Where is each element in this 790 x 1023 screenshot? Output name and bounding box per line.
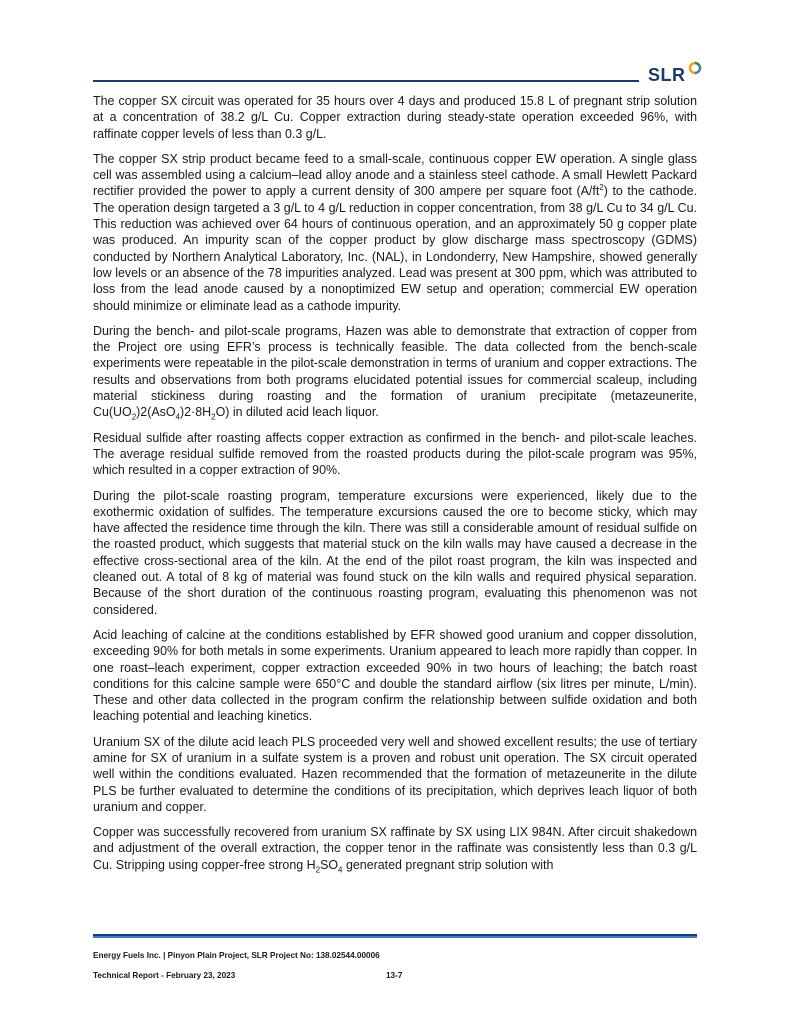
report-body	[93, 93, 697, 882]
paragraph-bench-pilot: During the bench- and pilot-scale programs, Hazen was able to demonstrate that extraction of copper from the Project ore using EFR’s process is technically feasible. The data collected from the bench-scale experiments were repeatable in the pilot-scale demonstration in terms of uranium and copper extractions. The results and observations from both programs elucidated potential issues for commercial scaleup, including material stickiness during roasting and the formation of uranium precipitate (metazeunerite, $Cu(UO_2)2(AsO_4)2\cdot 8H_2O$) in diluted acid leach liquor.	[93, 323, 697, 422]
paragraph-copper-ew: The copper SX strip product became feed to a small-scale, continuous copper EW operation. A single glass cell was assembled using a calcium–lead alloy anode and a stainless steel cathode. A small Hewlett Packard rectifier provided the power to apply a current density of 300 ampere per square foot $(A/ft^2)$ to the cathode. The operation design targeted a 3 g/L to 4 g/L reduction in copper concentration, from 38 g/L Cu to 34 g/L Cu. This reduction was achieved over 64 hours of continuous operation, and an approximately 50 g copper plate was produced. An impurity scan of the copper product by glow discharge mass spectroscopy (GDMS) conducted by Northern Analytical Laboratory, Inc. (NAL), in Londonderry, New Hampshire, showed generally low levels or an absence of the 78 impurities analyzed. Lead was present at 300 ppm, which was attributed to loss from the lead anode caused by a nonoptimized EW setup and operation; commercial EW operation should minimize or eliminate lead as a cathode impurity.	[93, 151, 697, 313]
page-number: 13-7	[386, 971, 403, 980]
paragraph-acid-leaching: Acid leaching of calcine at the conditions established by EFR showed good uranium and copper dissolution, exceeding 90% for both metals in some experiments. Uranium appeared to leach more rapidly than copper. In one roast–leach experiment, copper extraction exceeded 90% in two hours of leaching; the batch roast conditions for this calcine sample were 650°C and double the standard airflow (six litres per minute, L/min). These and other data collected in the program confirm the relationship between sulfide oxidation and both leaching potential and leaching kinetics.	[93, 627, 697, 724]
paragraph-roasting: During the pilot-scale roasting program, temperature excursions were experienced, likely due to the exothermic oxidation of sulfides. The temperature excursions caused the ore to become sticky, which may have affected the residence time through the kiln. There was still a considerable amount of residual sulfide on the roasted product, which suggests that material stuck on the kiln walls may have caused a decrease in the effective cross-sectional area of the kiln. At the end of the pilot roast program, the kiln was inspected and cleaned out. A total of 8 kg of material was found stuck on the kiln walls and required physical separation. Because of the short duration of the continuous roasting program, evaluating this phenomenon was not considered.	[93, 488, 697, 617]
paragraph-residual-sulfide: Residual sulfide after roasting affects copper extraction as confirmed in the bench- and pilot-scale leaches. The average residual sulfide removed from the roasted products during the pilot-scale program was 95%, which resulted in a copper extraction of 90%.	[93, 430, 697, 478]
paragraph-copper-recovery: Copper was successfully recovered from uranium SX raffinate by SX using LIX 984N. After circuit shakedown and adjustment of the overall extraction, the copper tenor in the raffinate was consistently less than 0.3 g/L Cu. Stripping using copper-free strong $H_2SO_4$ generated pregnant strip solution with	[93, 825, 697, 875]
logo-text: SLR	[648, 65, 686, 85]
logo-swirl-icon	[688, 61, 702, 75]
footer-report-date: Technical Report - February 23, 2023	[93, 971, 236, 980]
footer-rule	[93, 934, 697, 938]
paragraph-uranium-sx: Uranium SX of the dilute acid leach PLS proceeded very well and showed excellent results; the use of tertiary amine for SX of uranium in a sulfate system is a proven and robust unit operation. The SX circuit operated well within the conditions evaluated. Hazen recommended that the formation of metazeunerite in the dilute PLS be further evaluated to determine the conditions of its precipitation, which deprives leach liquor of both uranium and copper.	[93, 734, 697, 814]
header-rule	[93, 80, 639, 82]
paragraph-copper-sx: The copper SX circuit was operated for 35 hours over 4 days and produced 15.8 L of pregnant strip solution at a concentration of 38.2 g/L Cu. Copper extraction during steady-state operation exceeded 96%, with raffinate copper levels of less than 0.3 g/L.	[93, 94, 697, 141]
slr-logo	[648, 64, 708, 88]
footer-project-line: Energy Fuels Inc. | Pinyon Plain Project, SLR Project No: 138.02544.00006	[93, 951, 380, 960]
